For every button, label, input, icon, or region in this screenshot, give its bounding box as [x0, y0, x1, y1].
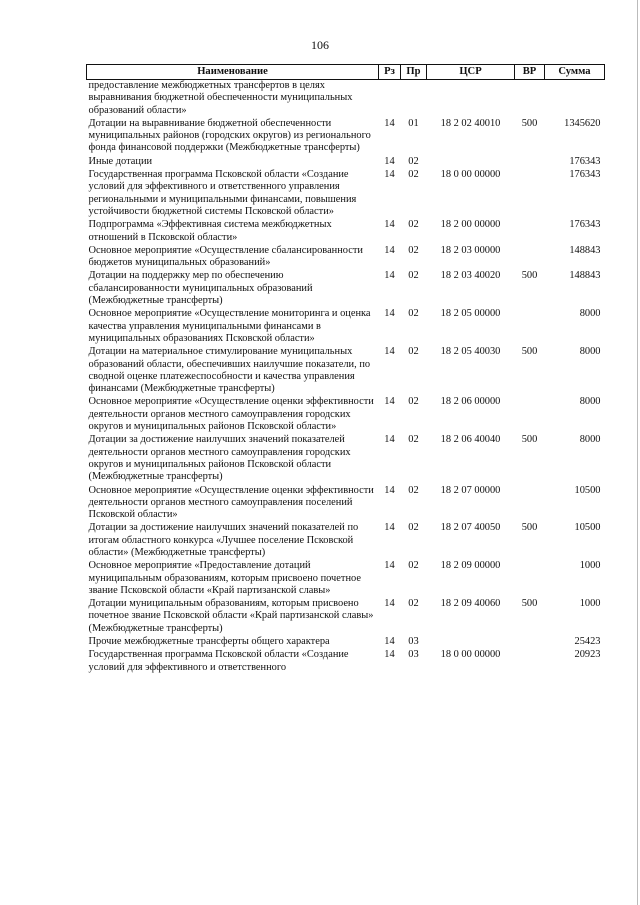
cell-name: Основное мероприятие «Предоставление дотаций муниципальным образованиям, которым присвоено почетное звание Псковской области «Край партизанской славы»: [88, 560, 361, 596]
cell-vr: [515, 560, 545, 598]
cell-name: Основное мероприятие «Осуществление оценки эффективности деятельности органов местного самоуправления поселений Псковской области»: [88, 484, 374, 521]
cell-csr: 18 2 09 00000: [440, 560, 501, 572]
cell-rz: 14: [384, 117, 395, 129]
cell-pr: 02: [408, 308, 419, 320]
column-header-vr: ВР: [515, 65, 545, 80]
column-header-pr: Пр: [401, 65, 427, 80]
cell-name: Иные дотации: [88, 155, 153, 167]
table-row: [87, 434, 605, 484]
cell-vr: [515, 80, 545, 118]
cell-sum: 8000: [579, 434, 601, 446]
cell-rz: 14: [384, 649, 395, 661]
cell-pr: 02: [408, 169, 419, 181]
table-row: [87, 156, 605, 169]
cell-rz: 14: [384, 484, 395, 496]
cell-sum: 8000: [579, 396, 601, 408]
column-header-csr: ЦСР: [427, 65, 515, 80]
cell-vr: [515, 396, 545, 434]
cell-vr: 500: [521, 434, 538, 446]
cell-csr: 18 2 07 40050: [440, 522, 501, 534]
cell-pr: 02: [408, 396, 419, 408]
table-row: [87, 598, 605, 636]
table-row: [87, 169, 605, 219]
cell-vr: 500: [521, 598, 538, 610]
cell-vr: [515, 245, 545, 271]
cell-sum: 8000: [579, 346, 601, 358]
column-header-rz: Рз: [379, 65, 401, 80]
cell-pr: 02: [408, 598, 419, 610]
cell-sum: 176343: [569, 219, 601, 231]
cell-pr: 02: [408, 244, 419, 256]
cell-name: Дотации на выравнивание бюджетной обеспеченности муниципальных районов (городских округов) из регионального фонда финансовой поддержки (Межбюджетные трансферты): [88, 117, 371, 154]
cell-name: Дотации за достижение наилучших значений показателей деятельности органов местного самоуправления городских округов и муниципальных районов Псковской области (Межбюджетные трансферты): [88, 434, 351, 483]
cell-csr: 18 2 02 40010: [440, 117, 501, 129]
column-header-name: Наименование: [87, 65, 379, 80]
cell-sum: 176343: [569, 155, 601, 167]
cell-name: Дотации на поддержку мер по обеспечению сбалансированности муниципальных образований (Межбюджетные трансферты): [88, 270, 313, 307]
cell-pr: [401, 80, 427, 118]
cell-pr: 02: [408, 560, 419, 572]
cell-pr: 02: [408, 434, 419, 446]
cell-csr: 18 2 06 40040: [440, 434, 501, 446]
table-row: [87, 308, 605, 346]
budget-table: [86, 64, 605, 675]
cell-csr: 18 2 09 40060: [440, 598, 501, 610]
cell-rz: 14: [384, 522, 395, 534]
cell-csr: 18 0 00 00000: [440, 169, 501, 181]
cell-rz: 14: [384, 636, 395, 648]
cell-name: Основное мероприятие «Осуществление оценки эффективности деятельности органов местного самоуправления городских округов и муниципальных районов Псковской области»: [88, 396, 374, 433]
table-header: [87, 65, 605, 80]
scan-margin-line: [637, 0, 638, 905]
cell-csr: 18 2 03 40020: [440, 270, 501, 282]
cell-pr: 02: [408, 270, 419, 282]
cell-sum: 25423: [574, 636, 601, 648]
table-row: [87, 270, 605, 308]
cell-sum: 1345620: [564, 117, 601, 129]
cell-rz: 14: [384, 155, 395, 167]
cell-csr: 18 2 05 40030: [440, 346, 501, 358]
cell-pr: 01: [408, 117, 419, 129]
cell-pr: 02: [408, 346, 419, 358]
cell-vr: [515, 636, 545, 649]
cell-name: Дотации муниципальным образованиям, которым присвоено почетное звание Псковской области «Край партизанской славы» (Межбюджетные трансферты): [88, 598, 374, 634]
cell-csr: [427, 636, 515, 649]
cell-rz: 14: [384, 308, 395, 320]
table-row: [87, 649, 605, 675]
column-header-sum: Сумма: [545, 65, 605, 80]
cell-sum: 148843: [569, 270, 601, 282]
cell-csr: 18 2 07 00000: [440, 484, 501, 496]
table-row: [87, 219, 605, 245]
cell-sum: 10500: [574, 522, 601, 534]
cell-csr: 18 2 05 00000: [440, 308, 501, 320]
cell-pr: 03: [408, 649, 419, 661]
table-row: [87, 560, 605, 598]
cell-vr: 500: [521, 270, 538, 282]
cell-csr: 18 0 00 00000: [440, 649, 501, 661]
cell-sum: 20923: [574, 649, 601, 661]
cell-name: Государственная программа Псковской области «Создание условий для эффективного и ответственного управления региональными и муниципальными финансами, повышения устойчивости бюджетной системы Псковской области»: [88, 169, 357, 217]
cell-pr: 03: [408, 636, 419, 648]
cell-sum: 176343: [569, 169, 601, 181]
table-row: [87, 118, 605, 156]
cell-sum: 1000: [579, 598, 601, 610]
cell-vr: 500: [521, 117, 538, 129]
cell-pr: 02: [408, 155, 419, 167]
cell-name: Государственная программа Псковской области «Создание условий для эффективного и ответственного: [88, 649, 349, 673]
cell-name: Основное мероприятие «Осуществление сбалансированности бюджетов муниципальных образований»: [88, 244, 363, 269]
cell-vr: [515, 485, 545, 523]
cell-vr: [515, 308, 545, 346]
cell-sum: 8000: [579, 308, 601, 320]
cell-csr: 18 2 03 00000: [440, 244, 501, 256]
cell-sum: 148843: [569, 244, 601, 256]
cell-rz: 14: [384, 560, 395, 572]
table-body: [87, 80, 605, 675]
cell-vr: [515, 649, 545, 675]
cell-rz: 14: [384, 396, 395, 408]
table-row: [87, 346, 605, 396]
cell-name: Основное мероприятие «Осуществление мониторинга и оценка качества управления муниципальными финансами в муниципальных образованиях Псковской области»: [88, 308, 371, 344]
cell-rz: 14: [384, 434, 395, 446]
cell-vr: [515, 219, 545, 245]
table-row: [87, 522, 605, 560]
cell-sum: 1000: [579, 560, 601, 572]
cell-rz: 14: [384, 244, 395, 256]
cell-rz: 14: [384, 346, 395, 358]
cell-name: Дотации за достижение наилучших значений показателей по итогам областного конкурса «Лучшее поселение Псковской области» (Межбюджетные трансферты): [88, 522, 359, 558]
cell-rz: 14: [384, 169, 395, 181]
cell-csr: [427, 80, 515, 118]
table-row: [87, 396, 605, 434]
cell-rz: 14: [384, 219, 395, 231]
cell-vr: [515, 156, 545, 169]
cell-rz: 14: [384, 270, 395, 282]
cell-name: предоставление межбюджетных трансфертов в целях выравнивания бюджетной обеспеченности муниципальных образований области»: [88, 80, 353, 116]
cell-pr: 02: [408, 522, 419, 534]
cell-vr: [515, 169, 545, 219]
cell-pr: 02: [408, 219, 419, 231]
table-row: [87, 485, 605, 523]
page-number: 106: [311, 38, 329, 52]
cell-name: Прочие межбюджетные трансферты общего характера: [88, 636, 330, 648]
cell-sum: 10500: [574, 484, 601, 496]
cell-rz: [379, 80, 401, 118]
cell-name: Дотации на материальное стимулирование муниципальных образований области, обеспечивших наилучшие показатели, по сводной оценке платежеспособности и качества управления финансами (Межбюджетные трансферты): [88, 346, 371, 395]
cell-pr: 02: [408, 484, 419, 496]
cell-csr: 18 2 00 00000: [440, 219, 501, 231]
cell-csr: [427, 156, 515, 169]
table-row: [87, 636, 605, 649]
table-row: [87, 80, 605, 118]
cell-sum: [545, 80, 605, 118]
cell-vr: 500: [521, 346, 538, 358]
cell-csr: 18 2 06 00000: [440, 396, 501, 408]
cell-name: Подпрограмма «Эффективная система межбюджетных отношений в Псковской области»: [88, 219, 332, 243]
cell-rz: 14: [384, 598, 395, 610]
table-row: [87, 245, 605, 271]
cell-vr: 500: [521, 522, 538, 534]
